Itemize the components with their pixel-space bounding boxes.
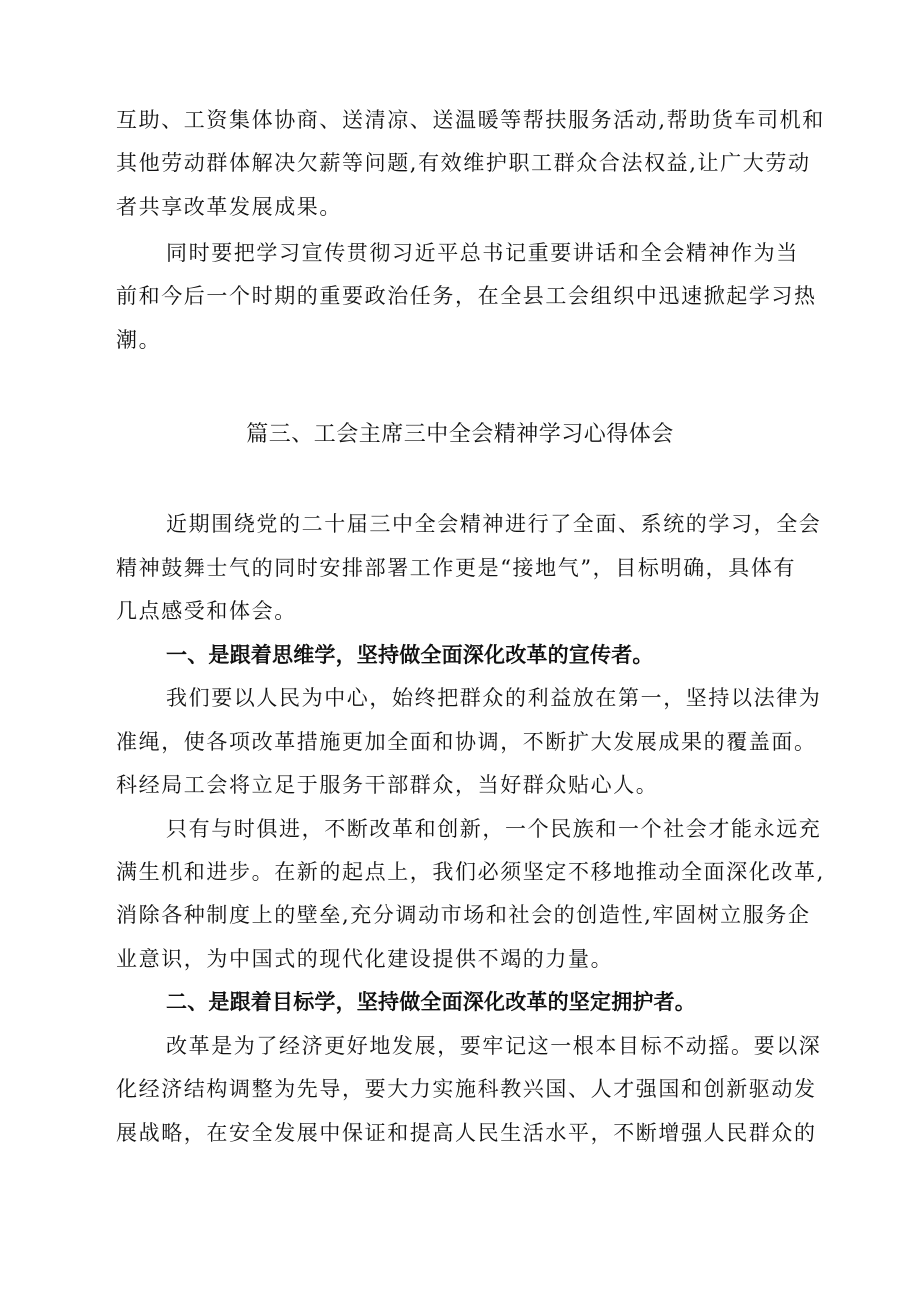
intro-line-3: 几点感受和体会。: [116, 599, 297, 623]
section-title: 篇三、工会主席三中全会精神学习心得体会: [246, 422, 674, 447]
paragraph-study-line-2: 前和今后一个时期的重要政治任务，在全县工会组织中迅速掀起学习热: [116, 284, 817, 308]
point-one-para1-line-3: 科经局工会将立足于服务干部群众，当好群众贴心人。: [116, 773, 659, 797]
point-one-para2-line-2: 满生机和进步。在新的起点上，我们必须坚定不移地推动全面深化改革,: [116, 860, 825, 884]
point-one-heading: 一、是跟着思维学，坚持做全面深化改革的宣传者。: [166, 643, 654, 667]
point-one-para1-line-1: 我们要以人民为中心，始终把群众的利益放在第一，坚持以法律为: [166, 686, 822, 710]
point-one-para2-line-1: 只有与时俱进，不断改革和创新，一个民族和一个社会才能永远充: [166, 817, 822, 841]
point-two-para1-line-3: 展战略，在安全发展中保证和提高人民生活水平，不断增强人民群众的: [116, 1121, 817, 1145]
point-two-heading: 二、是跟着目标学，坚持做全面深化改革的坚定拥护者。: [166, 990, 696, 1014]
point-one-para1-line-2: 准绳，使各项改革措施更加全面和协调，不断扩大发展成果的覆盖面。: [116, 730, 817, 754]
point-one-para2-line-3: 消除各种制度上的壁垒,充分调动市场和社会的创造性,牢固树立服务企: [116, 903, 811, 927]
point-one-para2-line-4: 业意识，为中国式的现代化建设提供不竭的力量。: [116, 947, 614, 971]
intro-line-1: 近期围绕党的二十届三中全会精神进行了全面、系统的学习，全会: [166, 512, 822, 536]
paragraph-prev-line-1: 互助、工资集体协商、送清凉、送温暖等帮扶服务活动,帮助货车司机和: [116, 108, 825, 132]
intro-line-2: 精神鼓舞士气的同时安排部署工作更是“接地气”，目标明确，具体有: [116, 556, 797, 580]
paragraph-prev-line-2: 其他劳动群体解决欠薪等问题,有效维护职工群众合法权益,让广大劳动: [116, 151, 811, 175]
paragraph-prev-line-3: 者共享改革发展成果。: [116, 195, 342, 219]
paragraph-study-line-1: 同时要把学习宣传贯彻习近平总书记重要讲话和全会精神作为当: [166, 241, 799, 265]
point-two-para1-line-2: 化经济结构调整为先导，要大力实施科教兴国、人才强国和创新驱动发: [116, 1077, 817, 1101]
point-two-para1-line-1: 改革是为了经济更好地发展，要牢记这一根本目标不动摇。要以深: [166, 1034, 822, 1058]
paragraph-study-line-3: 潮。: [116, 328, 162, 352]
